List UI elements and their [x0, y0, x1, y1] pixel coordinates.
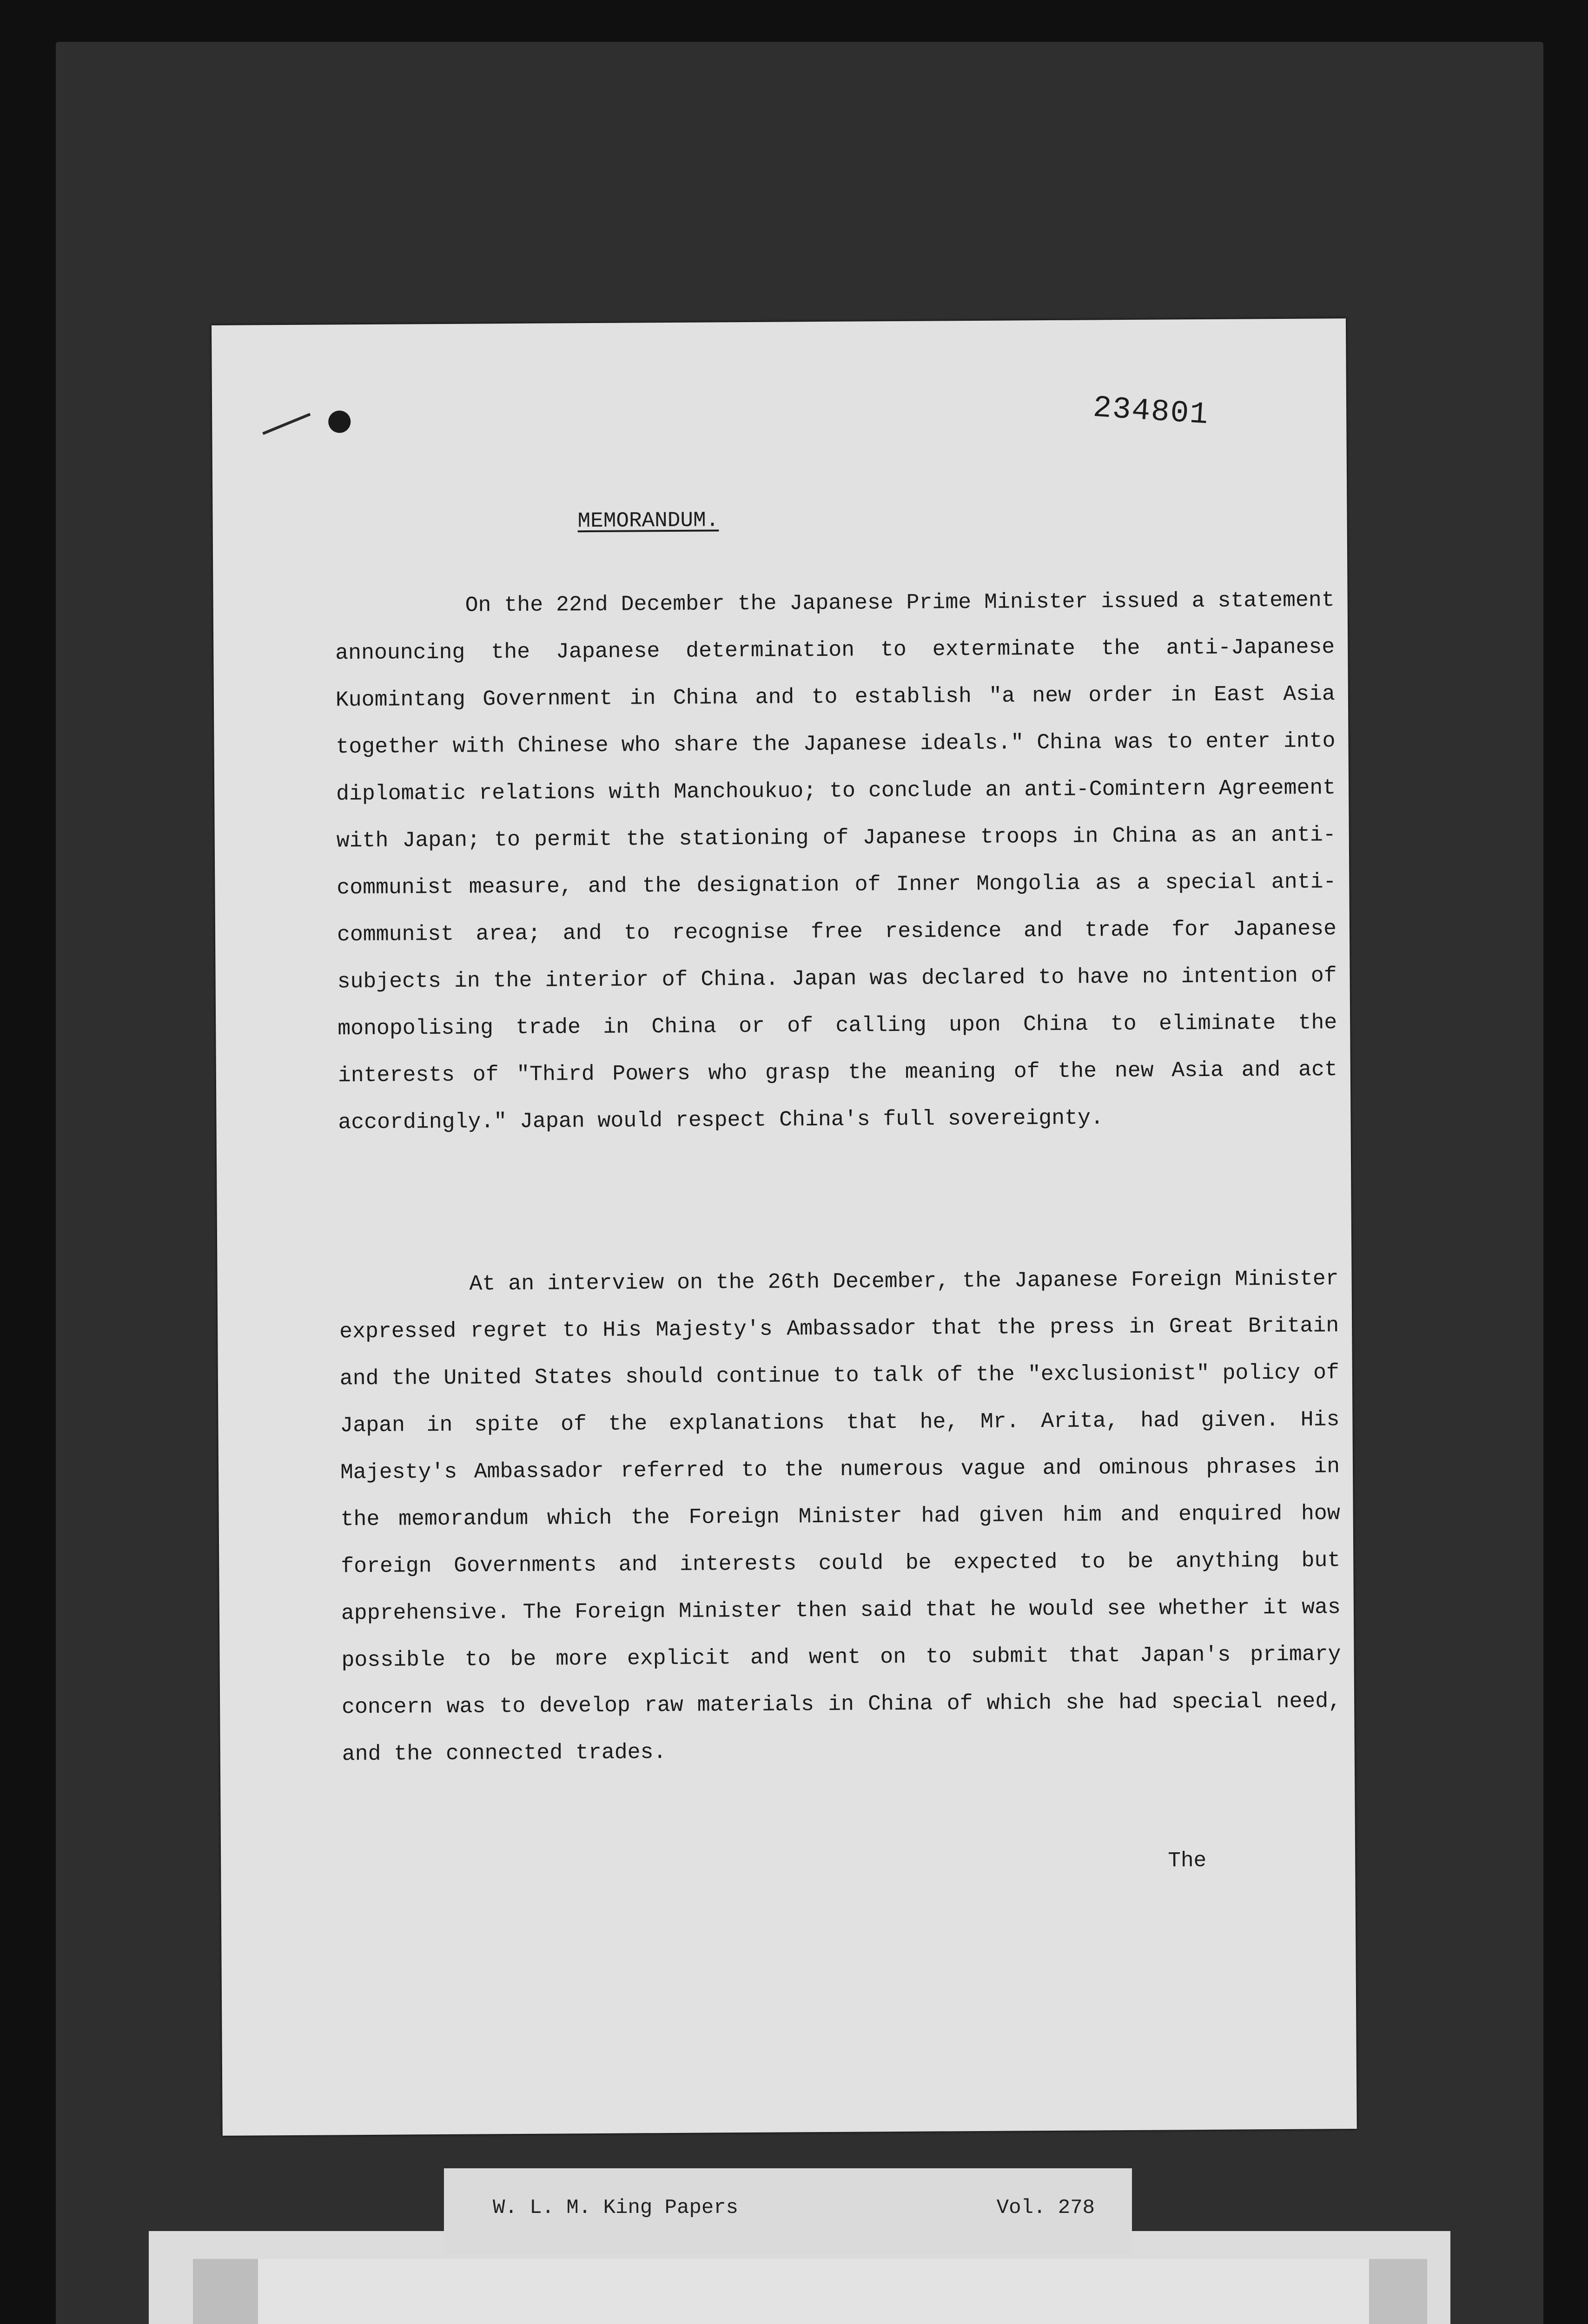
document-number: 234801 — [1092, 390, 1211, 433]
collection-name: W. L. M. King Papers — [493, 2196, 739, 2219]
card-edge-right — [1369, 2259, 1427, 2324]
punch-hole — [328, 410, 351, 433]
collection-label — [444, 2168, 1132, 2254]
memorandum-page — [212, 318, 1357, 2136]
paragraph-2: At an interview on the 26th December, the Japanese Foreign Minister expressed regret to His Majesty's Ambassador that the press in Great Britain and the United States should continue to talk of the "exclusionist" policy of Japan in spite of the explanations that he, Mr. Arita, had given. His Majesty's Ambassador referred to the numerous vague and ominous phrases in the memorandum which the Foreign Minister had given him and enquired how foreign Governments and interests could be expected to be anything but apprehensive. The Foreign Minister then said that he would see whether it was possible to be more explicit and went on to submit that Japan's primary concern was to develop raw materials in China of which she had special need, and the connected trades. — [339, 1266, 1342, 1767]
archive-stamp-card — [258, 2259, 1369, 2324]
card-edge-left — [193, 2259, 258, 2324]
volume-number: Vol. 278 — [996, 2196, 1095, 2219]
pencil-mark — [262, 413, 311, 435]
paragraph-1: On the 22nd December the Japanese Prime Minister issued a statement announcing the Japanese determination to exterminate the anti-Japanese Kuomintang Government in China and to establish "a new order in East Asia together with Chinese who share the Japanese ideals." China was to enter into diplomatic relations with Manchoukuo; to conclude an anti-Comintern Agreement with Japan; to permit the stationing of Japanese troops in China as an anti-communist measure, and the designation of Inner Mongolia as a special anti-communist area; and to recognise free residence and trade for Japanese subjects in the interior of China. Japan was declared to have no intention of monopolising trade in China or of calling upon China to eliminate the interests of "Third Powers who grasp the meaning of the new Asia and act accordingly." Japan would respect China's full sovereignty. — [335, 588, 1337, 1135]
memorandum-heading: MEMORANDUM. — [577, 508, 719, 534]
catchword: The — [1168, 1848, 1207, 1873]
